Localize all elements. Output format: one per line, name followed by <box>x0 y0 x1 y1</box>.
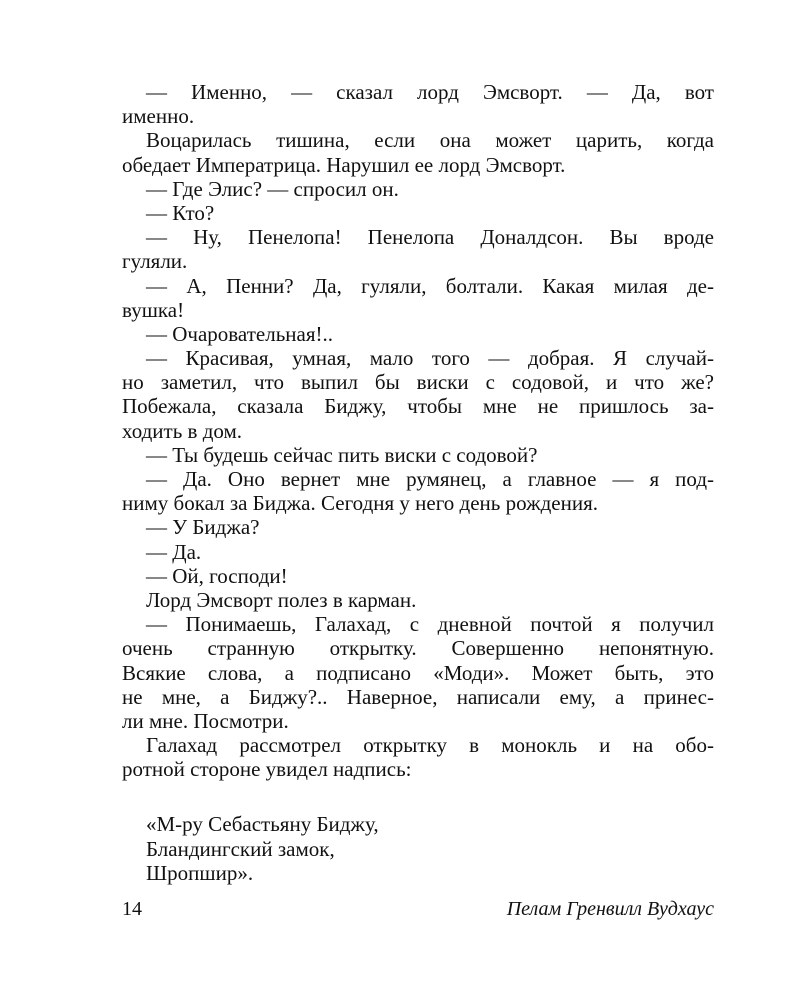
text-line: — У Биджа? <box>146 515 260 540</box>
text-line: — Ой, господи! <box>146 563 288 588</box>
text-line: ходить в дом. <box>122 418 243 443</box>
text-line: Галахад рассмотрел открытку в монокль и на обо- <box>146 733 714 758</box>
text-line: гуляли. <box>122 249 188 274</box>
page-footer <box>122 898 714 921</box>
postcard-address <box>122 812 714 885</box>
text-line: — Да. Оно вернет мне румянец, а главное — я под- <box>146 467 714 491</box>
text-line: — Кто? <box>146 200 215 225</box>
text-line: Всякие слова, а подписано «Моди». Может быть, это <box>122 660 714 685</box>
text-line: вушка! <box>122 297 185 322</box>
text-line: — Ну, Пенелопа! Пенелопа Доналдсон. Вы вроде <box>146 225 714 250</box>
text-line: — Очаровательная!.. <box>146 321 333 346</box>
address-line: «М-ру Себастьяну Биджу, <box>146 812 379 837</box>
text-line: — Красивая, умная, мало того — добрая. Я случай- <box>146 346 714 371</box>
text-line: обедает Императрица. Нарушил ее лорд Эмсворт. <box>122 152 566 177</box>
text-line: не мне, а Биджу?.. Наверное, написали ему, а принес- <box>122 684 714 709</box>
text-line: — Именно, — сказал лорд Эмсворт. — Да, вот <box>146 80 714 104</box>
text-line: — Понимаешь, Галахад, с дневной почтой я получил <box>146 612 714 637</box>
text-line: Побежала, сказала Биджу, чтобы мне не пришлось за- <box>122 394 714 419</box>
text-line: очень странную открытку. Совершенно непонятную. <box>122 636 714 661</box>
text-line: ниму бокал за Биджа. Сегодня у него день рождения. <box>122 491 598 516</box>
text-line: Лорд Эмсворт полез в карман. <box>146 587 417 612</box>
text-line: Воцарилась тишина, если она может царить, когда <box>146 128 714 153</box>
text-line: именно. <box>122 104 195 129</box>
address-line: Бландингский замок, <box>146 836 335 861</box>
paragraph-gap <box>122 781 714 812</box>
text-line: но заметил, что выпил бы виски с содовой, и что же? <box>122 370 714 395</box>
page-number: 14 <box>122 898 142 920</box>
text-line: — Где Элис? — спросил он. <box>146 176 399 201</box>
address-line: Шропшир». <box>146 860 254 885</box>
running-title: Пелам Гренвилл Вудхаус <box>506 898 714 920</box>
text-line: — А, Пенни? Да, гуляли, болтали. Какая милая де- <box>146 273 714 298</box>
book-page-body <box>122 80 714 885</box>
text-line: — Ты будешь сейчас пить виски с содовой? <box>146 442 538 467</box>
text-line: — Да. <box>146 539 202 564</box>
text-line: ротной стороне увидел надпись: <box>122 757 412 782</box>
text-line: ли мне. Посмотри. <box>122 708 289 733</box>
